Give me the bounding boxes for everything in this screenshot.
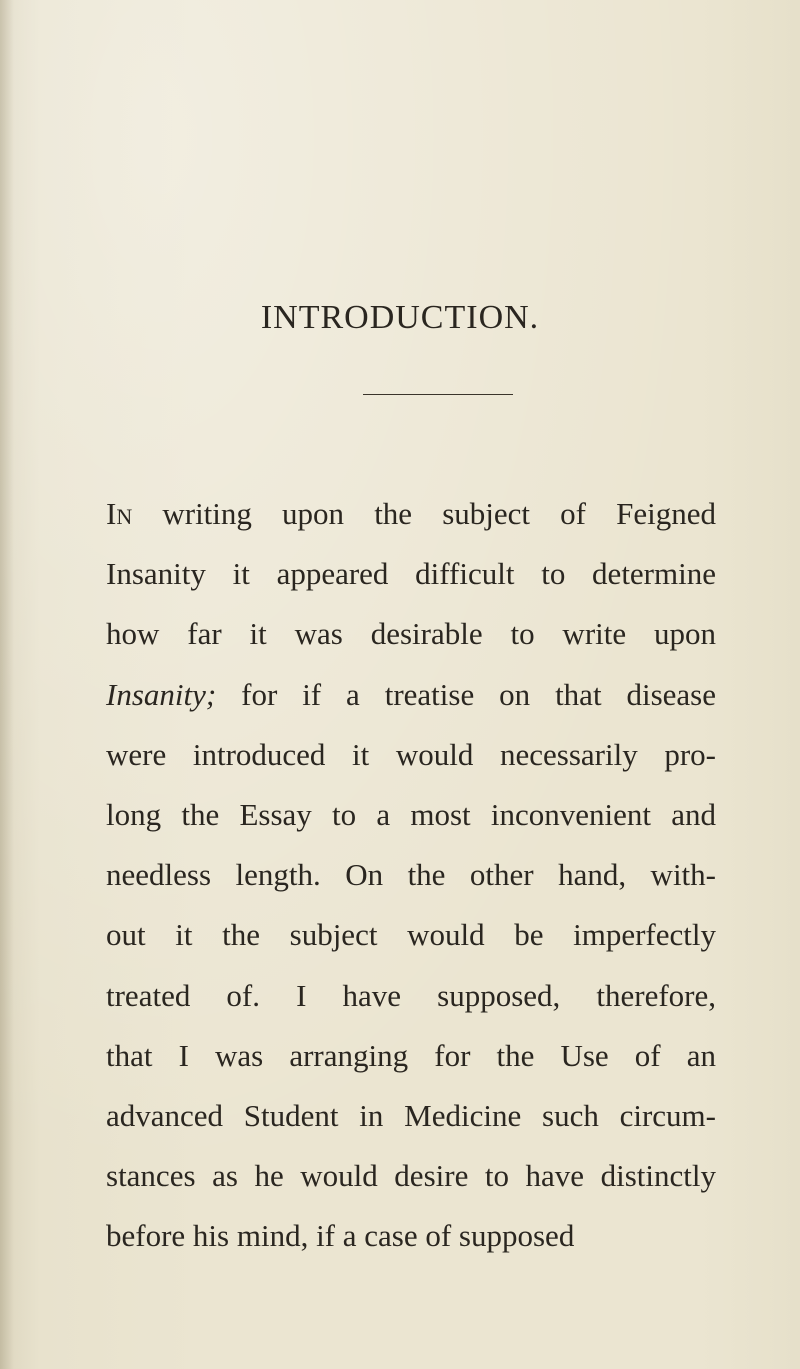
paragraph-line: before his mind, if a case of supposed — [106, 1218, 575, 1254]
paragraph-line: out it the subject would be imperfectly — [106, 917, 716, 953]
paragraph-line: advanced Student in Medicine such circum- — [106, 1097, 716, 1133]
paragraph-line: treated of. I have supposed, therefore, — [106, 977, 716, 1013]
line-text: for if a treatise on that disease — [216, 676, 716, 712]
heading-divider — [363, 394, 513, 395]
italic-term: Insanity; — [106, 676, 217, 712]
paragraph-line: needless length. On the other hand, with- — [106, 857, 716, 893]
paragraph-line: long the Essay to a most inconvenient and — [106, 796, 716, 832]
paragraph-line: Insanity it appeared difficult to determine — [106, 556, 716, 592]
paragraph-line — [106, 484, 716, 544]
paragraph-line: stances as he would desire to have distinctly — [106, 1158, 716, 1194]
drop-word: In — [106, 496, 133, 531]
introduction-paragraph — [106, 484, 716, 1266]
line-text: writing upon the subject of Feigned — [132, 496, 716, 531]
paragraph-line: were introduced it would necessarily pro- — [106, 736, 716, 772]
paragraph-line: how far it was desirable to write upon — [106, 616, 716, 652]
page-binding-shadow — [0, 0, 14, 1369]
chapter-heading: INTRODUCTION. — [260, 299, 540, 336]
paragraph-line — [106, 665, 716, 725]
paragraph-line: that I was arranging for the Use of an — [106, 1037, 716, 1073]
